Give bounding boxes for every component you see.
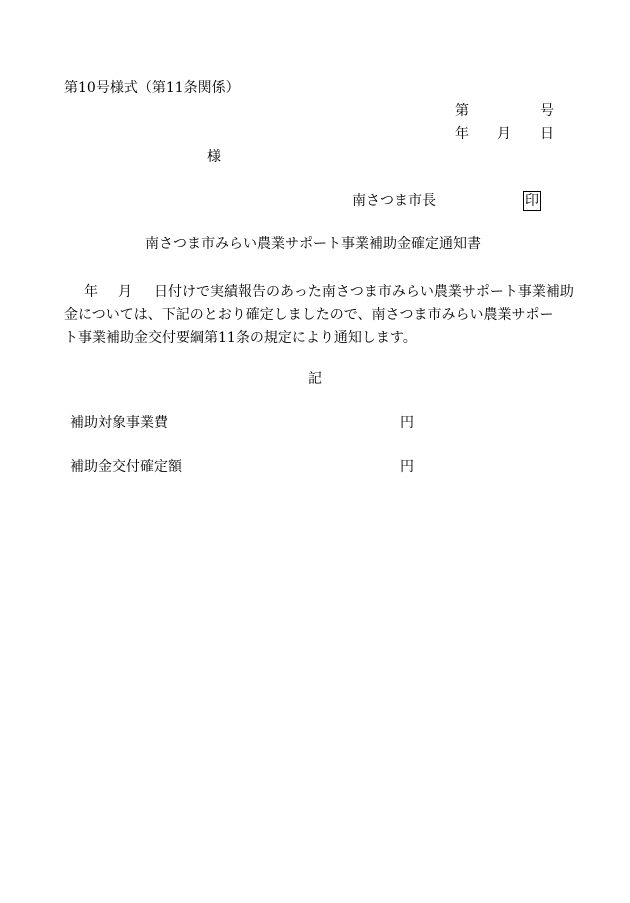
body-line-1 bbox=[64, 281, 576, 304]
body-line-2: 金については、下記のとおり確定しましたので、南さつま市みらい農業サポー bbox=[64, 307, 554, 323]
body-month-label: 月 bbox=[118, 284, 132, 300]
body-year-label: 年 bbox=[84, 284, 98, 300]
item-label-confirmed-subsidy-amount: 補助金交付確定額 bbox=[70, 459, 182, 475]
issuer-title: 南さつま市長 bbox=[352, 193, 436, 209]
ki-heading: 記 bbox=[308, 371, 322, 387]
document-title: 南さつま市みらい農業サポート事業補助金確定通知書 bbox=[145, 236, 481, 252]
item-unit-yen: 円 bbox=[400, 459, 414, 475]
item-unit-yen: 円 bbox=[400, 415, 414, 431]
body-line-3: ト事業補助金交付要綱第11条の規定により通知します。 bbox=[64, 330, 417, 346]
document-number-suffix: 号 bbox=[540, 103, 554, 119]
document-body bbox=[64, 281, 576, 350]
form-number: 第10号様式（第11条関係） bbox=[64, 80, 240, 96]
date-day-label: 日 bbox=[540, 126, 554, 142]
body-line-1-text: 日付けで実績報告のあった南さつま市みらい農業サポート事業補助 bbox=[154, 284, 574, 300]
seal-stamp-box: 印 bbox=[525, 193, 539, 209]
date-year-label: 年 bbox=[455, 126, 469, 142]
item-label-subsidy-eligible-cost: 補助対象事業費 bbox=[70, 415, 168, 431]
date-month-label: 月 bbox=[497, 126, 511, 142]
document-number-prefix: 第 bbox=[455, 103, 469, 119]
recipient-honorific: 様 bbox=[207, 149, 221, 165]
